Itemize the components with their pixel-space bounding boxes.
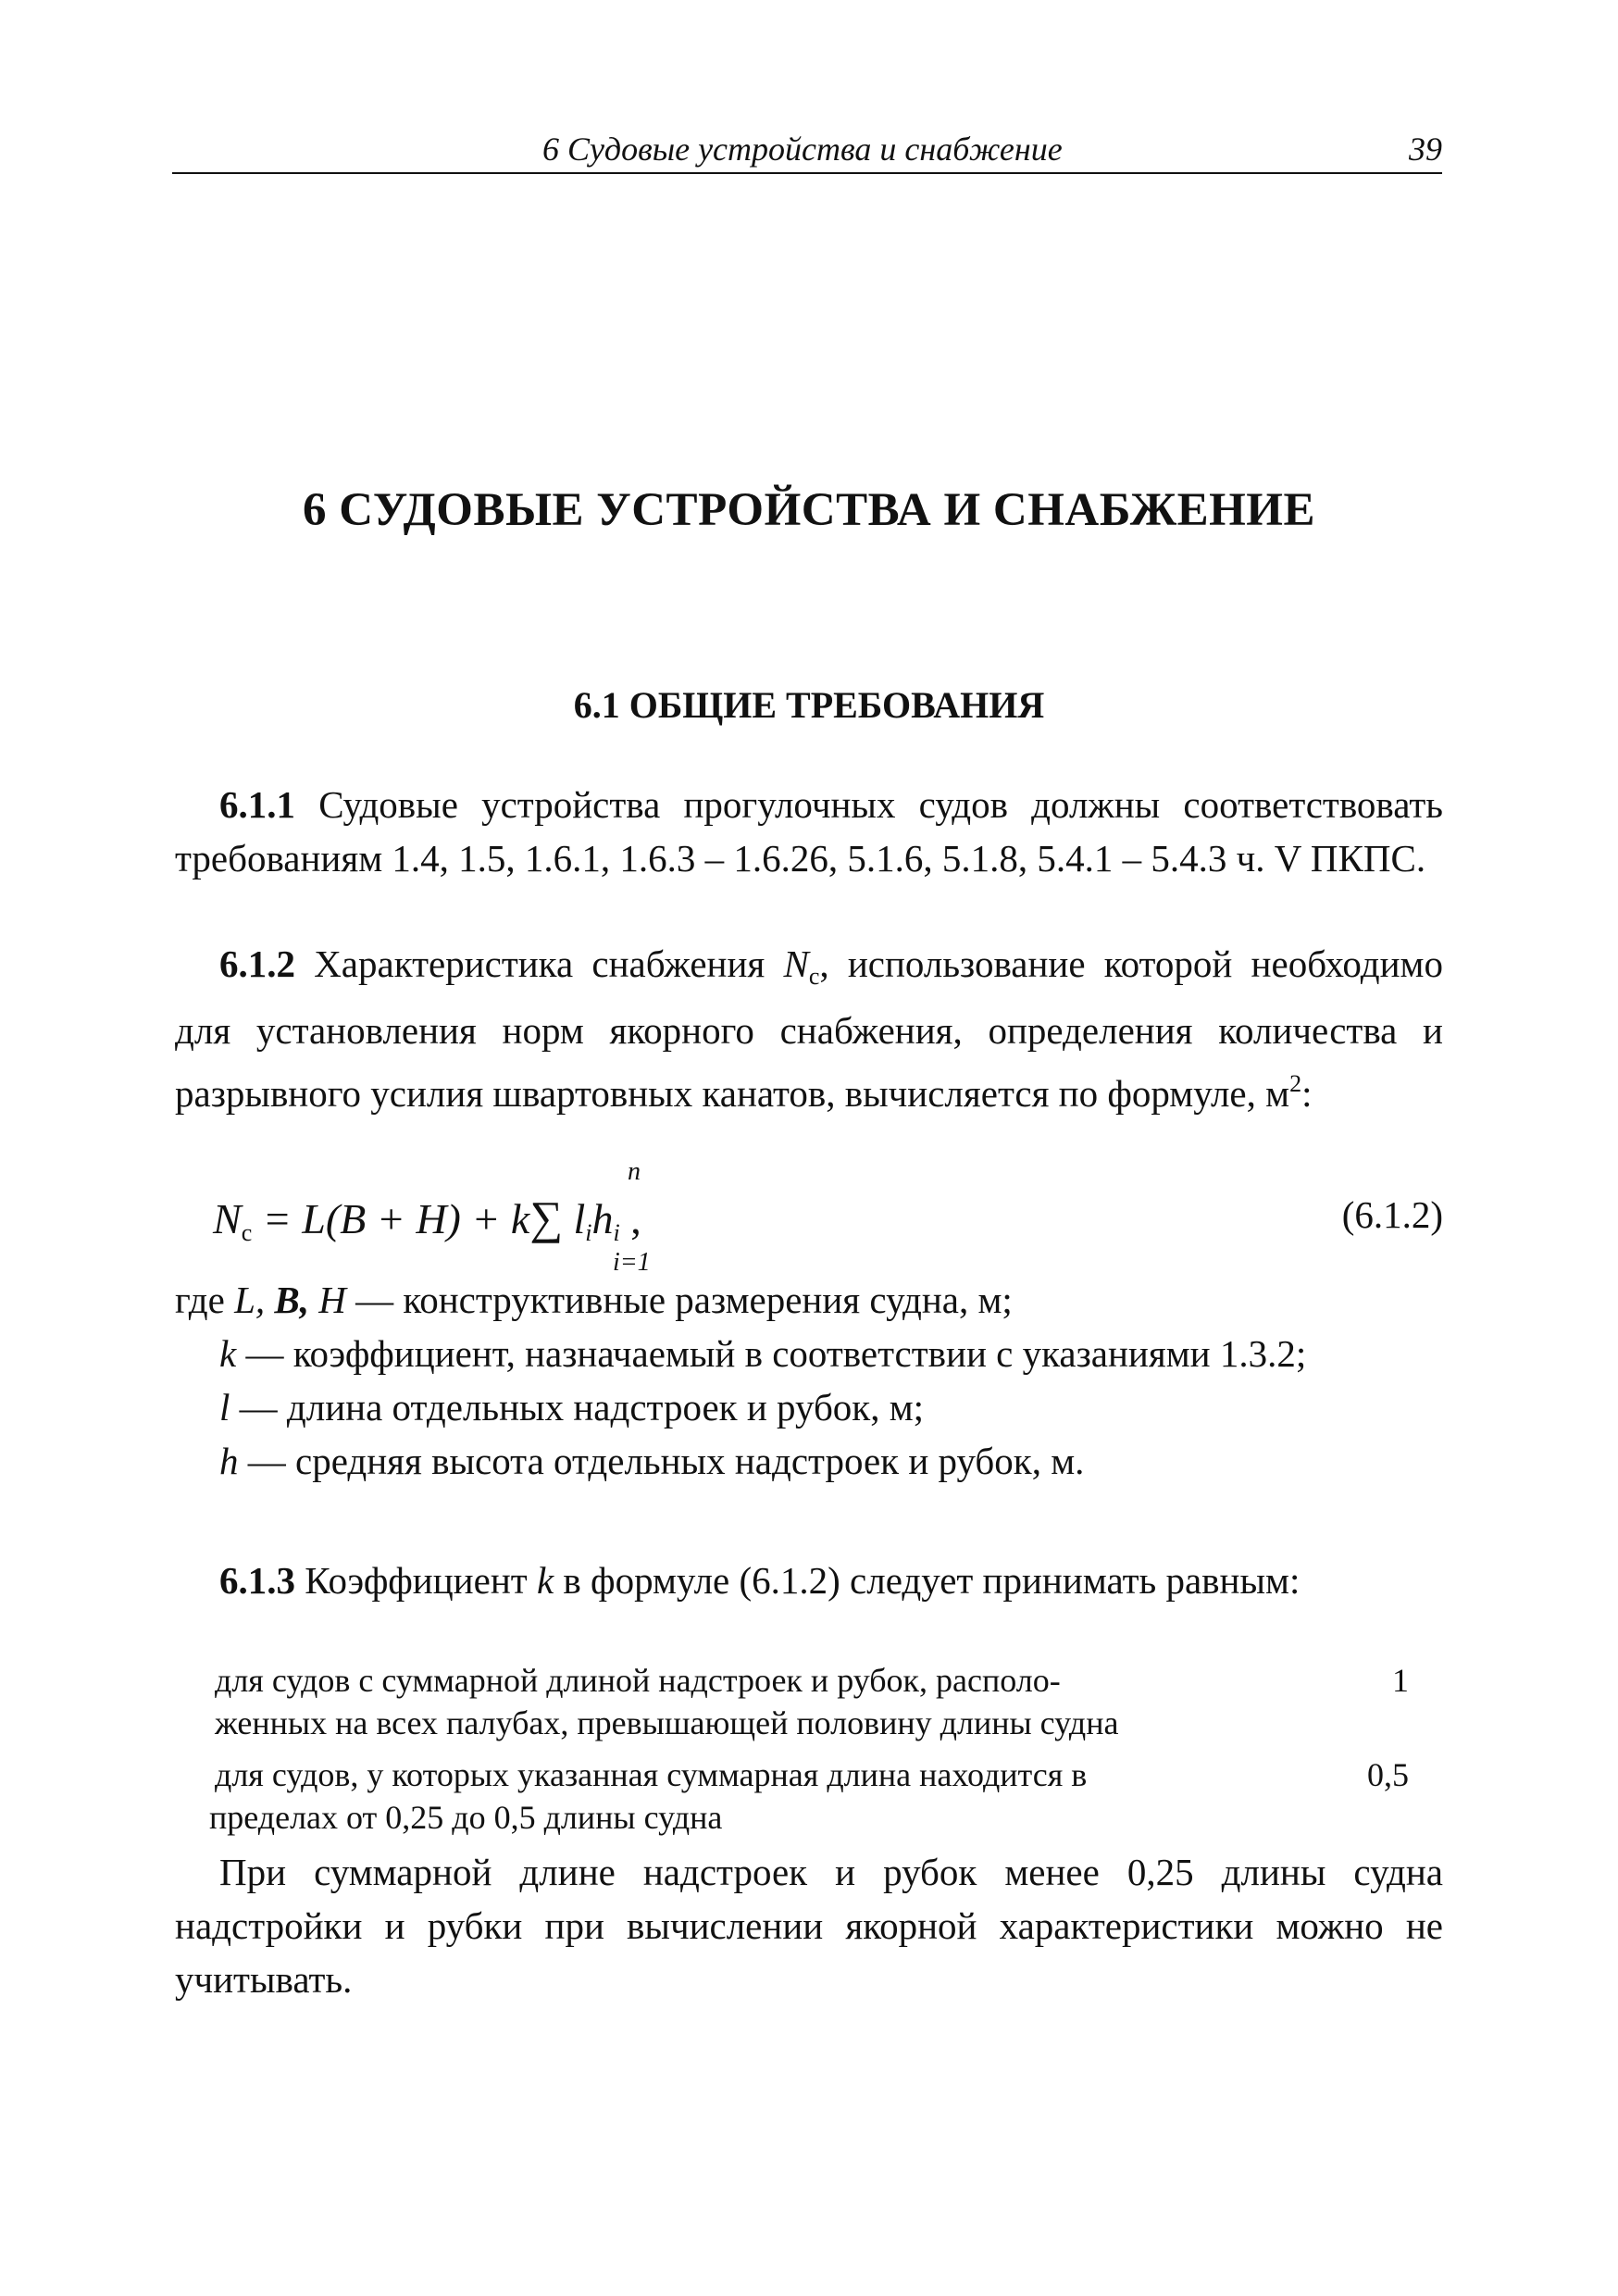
page-number: 39 — [1409, 131, 1442, 168]
paragraph-text: Судовые устройства прогулочных судов должны соответствовать требованиям 1.4, 1.5, 1.6.1, 1.6.3 – 1.6.26, 5.1.6, 5.1.8, 5.4.1 – 5.4.3 ч. V ПКПС. — [175, 783, 1444, 880]
formula-term: l — [573, 1195, 586, 1242]
definition-line — [175, 1327, 1443, 1380]
paragraph-6-1-1 — [175, 778, 1443, 885]
table-row-label — [209, 1753, 1279, 1839]
formula-lhs-subscript: c — [241, 1219, 253, 1246]
definition-text: — коэффициент, назначаемый в соответствии с указаниями 1.3.2; — [236, 1332, 1307, 1375]
formula-rhs: = L(B + H) + k — [252, 1195, 530, 1242]
paragraph-text: Коэффициент — [305, 1559, 537, 1602]
paragraph-text: , использование которой необходимо для установления норм якорного снабжения, определения количества и разрывного усилия швартовных канатов, вычисляется по формуле, м — [175, 942, 1443, 1115]
symbol-l-upper: L, — [234, 1279, 275, 1321]
paragraph-text: : — [1301, 1072, 1313, 1115]
formula-6-1-2 — [213, 1157, 1443, 1287]
table-row-value: 1 — [1392, 1662, 1409, 1699]
paragraph-6-1-3 — [175, 1554, 1443, 1607]
table-row-text: женных на всех палубах, превышающей половину длины судна — [215, 1704, 1119, 1741]
symbol-k: k — [219, 1332, 237, 1375]
clause-number: 6.1.1 — [219, 783, 295, 826]
symbol-h-upper: H — [318, 1279, 346, 1321]
symbol-h: h — [219, 1440, 239, 1482]
formula-definitions — [175, 1273, 1443, 1488]
definition-text: — конструктивные размерения судна, м; — [345, 1279, 1013, 1321]
clause-number: 6.1.2 — [219, 942, 295, 985]
running-head-title: 6 Судовые устройства и снабжение — [542, 131, 1063, 168]
paragraph-6-1-2 — [175, 937, 1443, 1120]
definition-text: — длина отдельных надстроек и рубок, м; — [230, 1386, 925, 1429]
table-row — [215, 1659, 1418, 1744]
table-row-text: для судов, у которых указанная суммарная длина находится в — [215, 1756, 1088, 1793]
table-row-label — [215, 1659, 1279, 1744]
paragraph-text: При суммарной длине надстроек и рубок менее 0,25 длины судна надстройки и рубки при вычислении якорной характеристики можно не учитывать. — [175, 1851, 1443, 2001]
sum-sign: ∑ — [529, 1192, 563, 1243]
sum-lower-limit: i=1 — [613, 1248, 651, 1277]
coefficient-table — [209, 1659, 1418, 1839]
definition-line — [175, 1380, 1443, 1434]
symbol-b: B, — [274, 1279, 319, 1321]
sum-upper-limit: n — [628, 1157, 641, 1186]
symbol-l: l — [219, 1386, 230, 1429]
chapter-title: 6 СУДОВЫЕ УСТРОЙСТВА И СНАБЖЕНИЕ — [303, 484, 1315, 536]
definition-text: — средняя высота отдельных надстроек и рубок, м. — [238, 1440, 1085, 1482]
symbol-subscript: c — [808, 963, 820, 990]
table-row — [209, 1753, 1418, 1839]
definition-line — [175, 1434, 1443, 1488]
definition-line — [175, 1273, 1443, 1327]
section-title: 6.1 ОБЩИЕ ТРЕБОВАНИЯ — [573, 684, 1045, 726]
symbol-n: N — [783, 942, 809, 985]
formula-number: (6.1.2) — [1341, 1193, 1443, 1236]
symbol-k: k — [536, 1559, 554, 1602]
table-row-value: 0,5 — [1367, 1756, 1409, 1793]
clause-number: 6.1.3 — [219, 1559, 295, 1602]
formula-tail: , — [619, 1195, 641, 1242]
formula-lhs: N — [213, 1195, 242, 1242]
paragraph-text: в формуле (6.1.2) следует принимать равным: — [554, 1559, 1301, 1602]
running-head — [172, 130, 1442, 174]
formula-term-subscript: i — [613, 1219, 620, 1246]
paragraph-final — [175, 1845, 1443, 2006]
table-row-text: пределах от 0,25 до 0,5 длины судна — [209, 1799, 723, 1836]
formula-expression — [213, 1191, 641, 1247]
formula-term: h — [591, 1195, 614, 1242]
table-row-text: для судов с суммарной длиной надстроек и рубок, располо- — [215, 1662, 1061, 1699]
formula-term-subscript: i — [585, 1219, 592, 1246]
unit-superscript: 2 — [1289, 1070, 1302, 1097]
definition-text: где — [175, 1279, 235, 1321]
paragraph-text: Характеристика снабжения — [314, 942, 784, 985]
